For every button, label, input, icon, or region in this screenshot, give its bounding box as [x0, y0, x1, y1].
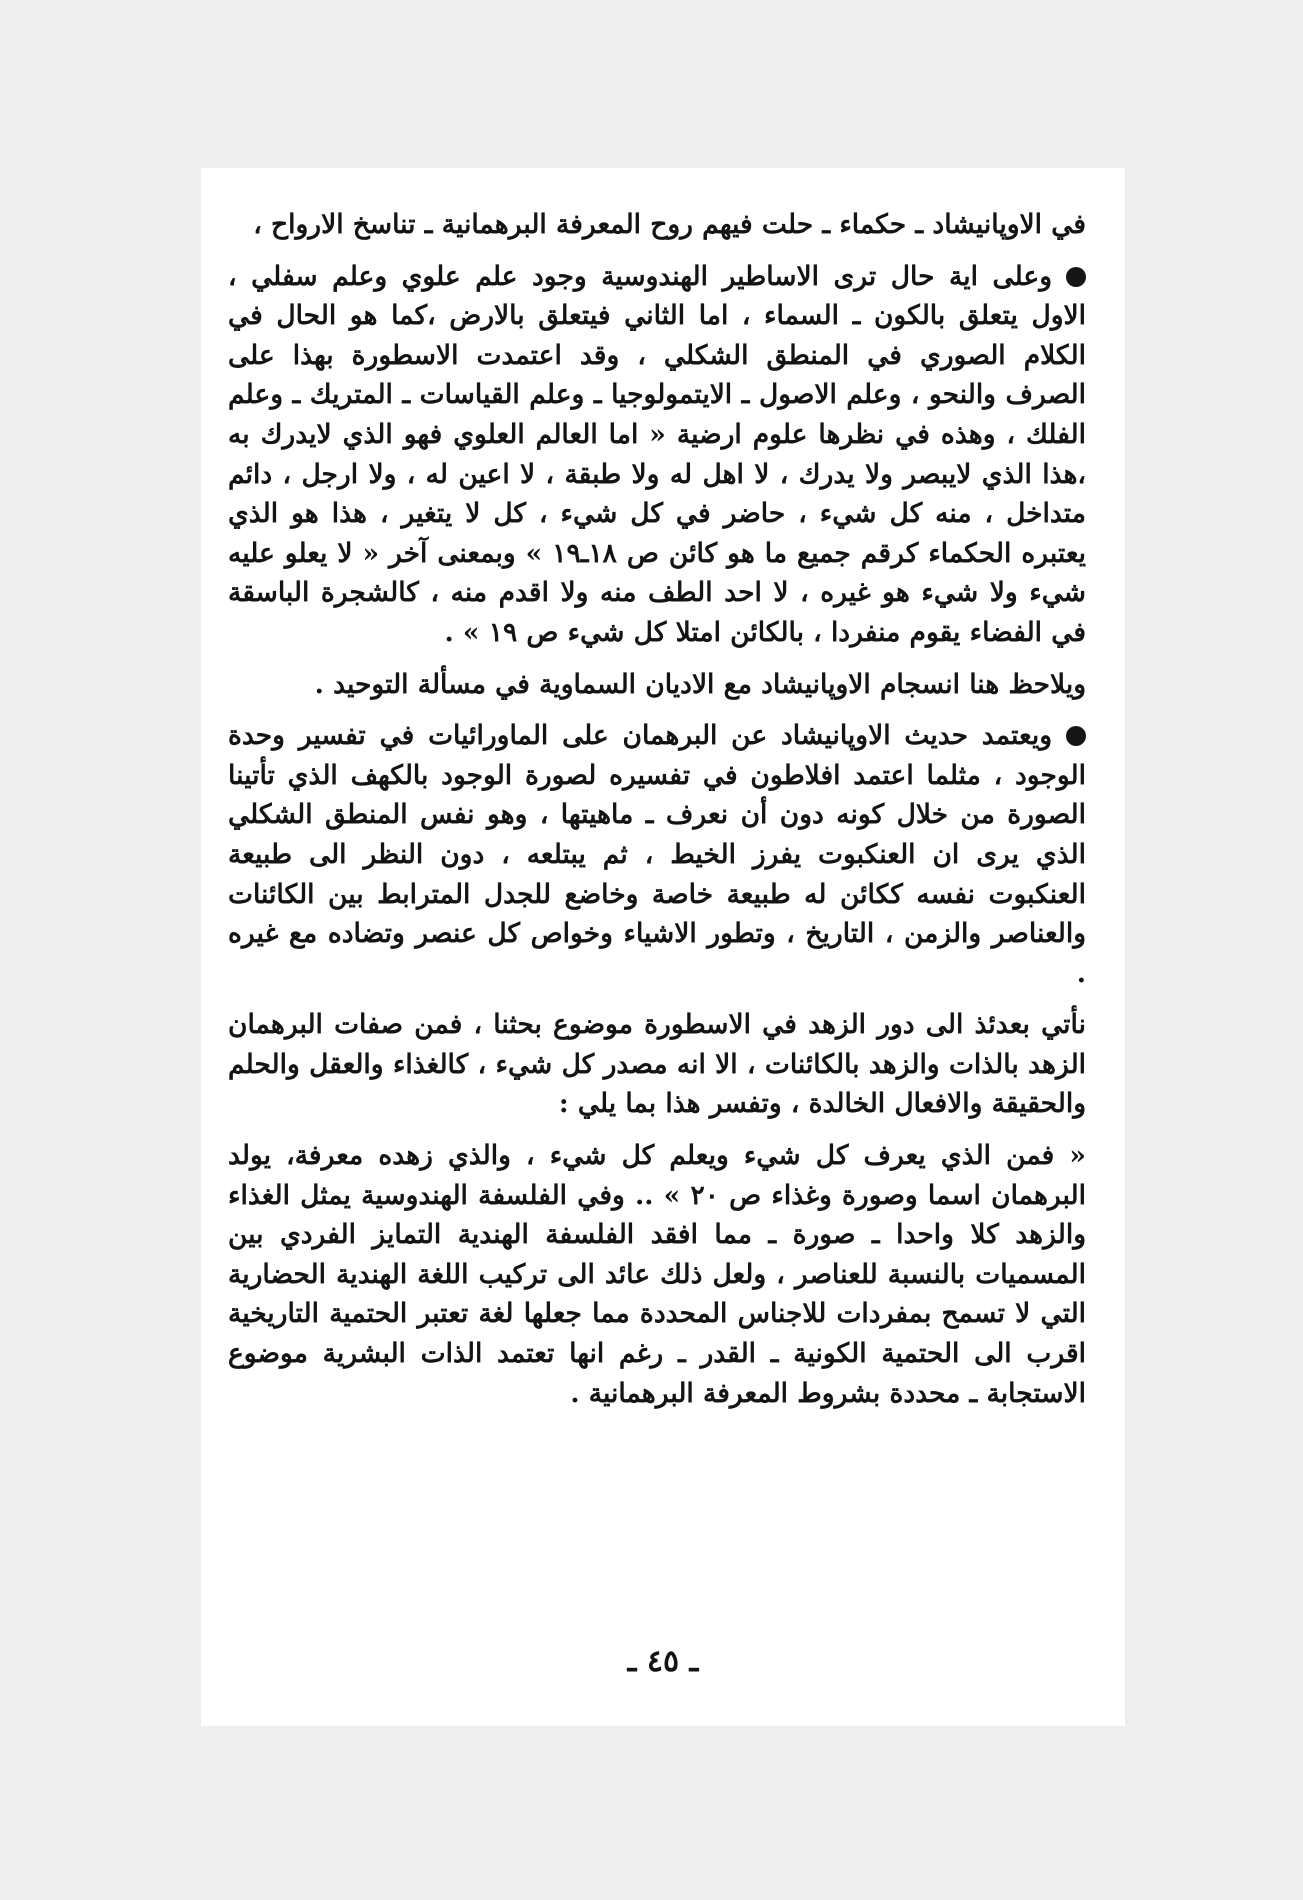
page-number: ـ ٤٥ ـ — [627, 1644, 699, 1679]
paragraph-3: ويلاحظ هنا انسجام الاوپانيشاد مع الاديان السماوية في مسألة التوحيد . — [314, 668, 1086, 700]
paragraph-5: نأتي بعدئذ الى دور الزهد في الاسطورة موضوع بحثنا ، فمن صفات البرهمان الزهد بالذات والزهد بالكائنات ، الا انه مصدر كل شيء ، كالغذاء والعقل والحلم والحقيقة والافعال الخالدة ، وتفسر هذا بما يلي : — [228, 1009, 1086, 1120]
paragraph-6: « فمن الذي يعرف كل شيء ويعلم كل شيء ، والذي زهده معرفة، يولد البرهمان اسما وصورة وغذاء ص ٢٠ » .. وفي الفلسفة الهندوسية يمثل الغذاء والزهد كلا واحدا ـ صورة ـ مما افقد الفلسفة الهندية التمايز الفردي بين المسميات بالنسبة للعناصر ، ولعل ذلك عائد الى تركيب اللغة الهندية الحضارية التي لا تسمح بمفردات للاجناس المحددة مما جعلها لغة تعتبر الحتمية التاريخية اقرب الى الحتمية الكونية ـ القدر ـ رغم انها تعتمد الذات البشرية موضوع الاستجابة ـ محددة بشروط المعرفة البرهمانية . — [228, 1140, 1086, 1409]
book-page — [201, 168, 1125, 1726]
paragraph-1: في الاوپانيشاد ـ حكماء ـ حلت فيهم روح المعرفة البرهمانية ـ تناسخ الارواح ، — [253, 209, 1086, 240]
paragraph-4 — [228, 716, 1086, 993]
body-text — [228, 205, 1086, 1425]
bullet-icon — [1066, 726, 1086, 746]
paragraph-2 — [228, 257, 1086, 653]
paragraph-2-text: وعلى اية حال ترى الاساطير الهندوسية وجود علم علوي وعلم سفلي ، الاول يتعلق بالكون ـ السماء ، اما الثاني فيتعلق بالارض ،كما هو الحال في الكلام الصوري في المنطق الشكلي ، وقد اعتمدت الاسطورة بهذا على الصرف والنحو ، وعلم الاصول ـ الايتمولوجيا ـ وعلم القياسات ـ المتريك ـ وعلم الفلك ، وهذه في نظرها علوم ارضية « اما العالم العلوي فهو الذي لايدرك به ،هذا الذي لايبصر ولا يدرك ، لا اهل له ولا طبقة ، لا اعين له ، ولا ارجل ، دائم متداخل ، منه كل شيء ، حاضر في كل شيء ، كل لا يتغير ، هذا هو الذي يعتبره الحكماء كرقم جميع ما هو كائن ص ١٨ـ١٩ » وبمعنى آخر « لا يعلو عليه شيء ولا شيء هو غيره ، لا احد الطف منه ولا اقدم منه ، كالشجرة الباسقة في الفضاء يقوم منفردا ، بالكائن امتلا كل شيء ص ١٩ » . — [228, 260, 1086, 648]
paragraph-4-text: ويعتمد حديث الاوپانيشاد عن البرهمان على الماورائيات في تفسير وحدة الوجود ، مثلما اعتمد افلاطون في تفسيره لصورة الوجود بالكهف الذي تأتينا الصورة من خلال كونه دون أن نعرف ـ ماهيتها ، وهو نفس المنطق الشكلي الذي يرى ان العنكبوت يفرز الخيط ، ثم يبتلعه ، دون النظر الى طبيعة العنكبوت نفسه ككائن له طبيعة خاصة وخاضع للجدل المترابط بين الكائنات والعناصر والزمن ، التاريخ ، وتطور الاشياء وخواص كل عنصر وتضاده مع غيره . — [228, 720, 1086, 989]
bullet-icon — [1066, 267, 1086, 287]
